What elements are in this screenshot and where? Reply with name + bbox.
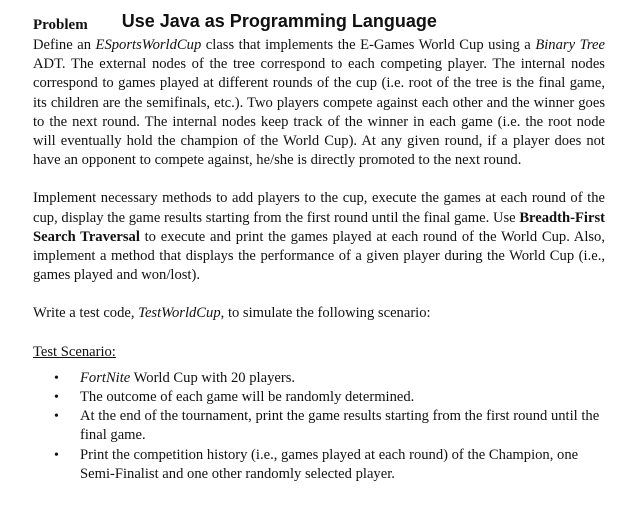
problem-label: Problem bbox=[33, 17, 88, 33]
list-item-text: The outcome of each game will be randomly determined. bbox=[80, 389, 415, 406]
test-code-text-2: , to simulate the following scenario: bbox=[220, 305, 431, 322]
bullet-icon: • bbox=[54, 447, 59, 463]
list-item bbox=[33, 388, 605, 407]
bullet-icon: • bbox=[54, 409, 59, 425]
implementation-paragraph bbox=[33, 189, 605, 285]
implementation-text-2: to execute and print the games played at each round of the World Cup. Also, implement a method that displays the performance of a given player during the World Cup (i.e., games played and won/lost). bbox=[33, 228, 605, 284]
intro-paragraph bbox=[33, 36, 605, 170]
test-scenario-list bbox=[33, 369, 605, 484]
list-item bbox=[33, 446, 605, 484]
bfs-traversal-term: Breadth-First Search Traversal bbox=[33, 209, 605, 245]
class-name-esportsworldcup: ESportsWorldCup bbox=[95, 37, 202, 53]
document-page bbox=[33, 12, 605, 484]
intro-text-2: class that implements the E-Games World Cup using a bbox=[201, 37, 536, 53]
list-item-text: Print the competition history (i.e., games played at each round) of the Champion, one Semi-Finalist and one other randomly selected player. bbox=[80, 446, 579, 482]
intro-text-3: ADT. The external nodes of the tree correspond to each competing player. The internal nodes correspond to games played at different rounds of the cup (i.e. root of the tree is the final game, its children are the semifinals, etc.). Two players compete against each other and the winner goes to the next round. The internal nodes keep track of the winner in each game (i.e. the root node will eventually hold the champion of the World Cup). At any given round, if a player does not have an opponent to compete against, he/she is directly promoted to the next round. bbox=[33, 56, 605, 169]
adt-name-binary-tree: Binary Tree bbox=[535, 37, 605, 53]
intro-text-1: Define an bbox=[33, 37, 96, 53]
implementation-text-1: Implement necessary methods to add players to the cup, execute the games at each round of the cup, display the game results starting from the first round until the final game. Use bbox=[33, 190, 605, 226]
problem-title: Use Java as Programming Language bbox=[121, 11, 437, 31]
list-item bbox=[33, 369, 605, 388]
list-item-text: World Cup with 20 players. bbox=[130, 369, 296, 386]
test-scenario-heading: Test Scenario: bbox=[33, 343, 116, 360]
test-code-text-1: Write a test code, bbox=[33, 305, 139, 322]
test-code-paragraph bbox=[33, 304, 605, 323]
game-name-fortnite: FortNite bbox=[80, 369, 131, 386]
list-item bbox=[33, 407, 605, 445]
class-name-testworldcup: TestWorldCup bbox=[138, 305, 221, 322]
bullet-icon: • bbox=[54, 390, 59, 406]
problem-heading bbox=[33, 12, 605, 36]
bullet-icon: • bbox=[54, 370, 59, 386]
list-item-text: At the end of the tournament, print the game results starting from the first round until the final game. bbox=[80, 408, 600, 444]
